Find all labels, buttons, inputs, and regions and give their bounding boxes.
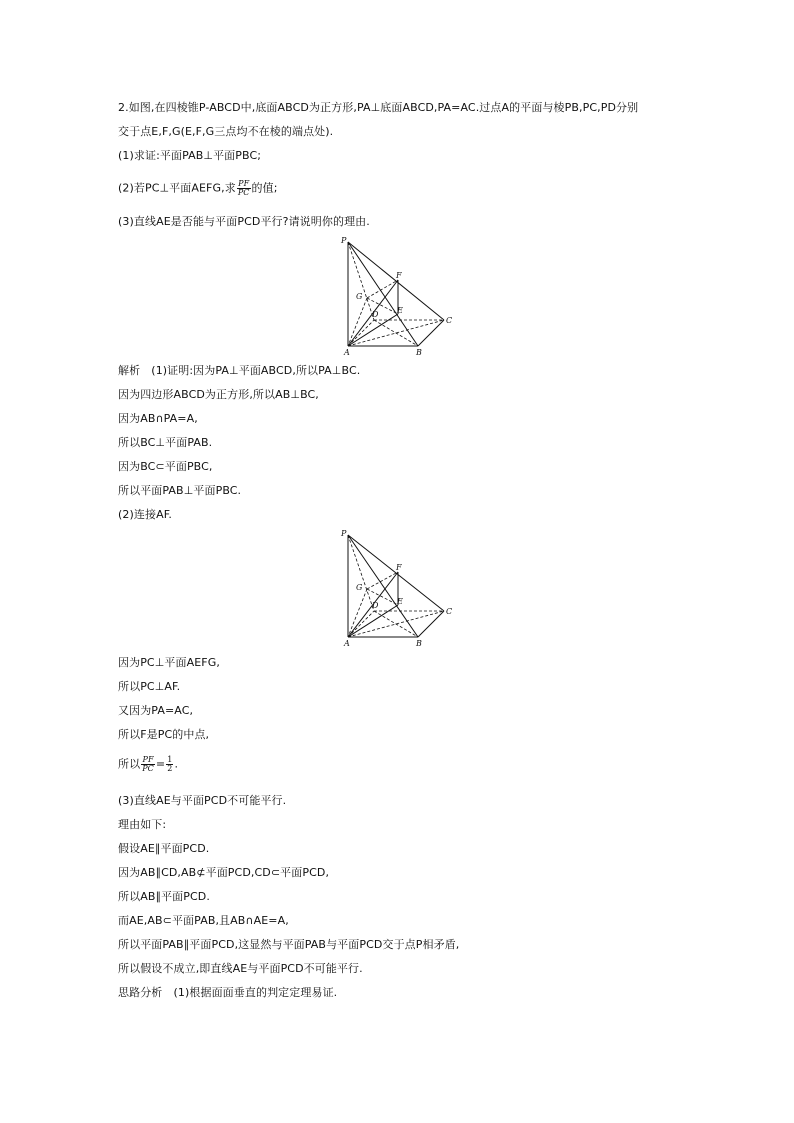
question-1: (1)求证:平面PAB⊥平面PBC;	[118, 149, 262, 162]
edge-ag	[348, 298, 367, 346]
label-p: P	[341, 236, 347, 245]
question-2-text: (2)若PC⊥平面AEFG,求	[118, 181, 236, 195]
solution-line-16: 因为AB∥CD,AB⊄平面PCD,CD⊂平面PCD,	[118, 866, 330, 879]
solution-line-8: 因为PC⊥平面AEFG,	[118, 656, 220, 669]
fraction-numerator: PF	[142, 755, 154, 764]
fraction-numerator: 1	[167, 755, 173, 764]
edge-ag	[348, 589, 367, 637]
solution-line-12-suffix: .	[174, 757, 179, 771]
solution-line-4: 所以BC⊥平面PAB.	[118, 436, 213, 449]
edge-pd	[348, 242, 374, 320]
solution-line-19: 所以平面PAB∥平面PCD,这显然与平面PAB与平面PCD交于点P相矛盾,	[118, 938, 460, 951]
question-2	[118, 180, 278, 197]
solution-line-2: 因为四边形ABCD为正方形,所以AB⊥BC,	[118, 388, 319, 401]
pyramid-figure-1	[338, 234, 458, 358]
label-p: P	[341, 529, 347, 538]
solution-line-9: 所以PC⊥AF.	[118, 680, 181, 693]
solution-line-3: 因为AB∩PA=A,	[118, 412, 198, 425]
solution-line-7: (2)连接AF.	[118, 508, 172, 521]
solution-line-15: 假设AE∥平面PCD.	[118, 842, 210, 855]
fraction-denominator: PC	[142, 764, 154, 773]
solution-line-6: 所以平面PAB⊥平面PBC.	[118, 484, 242, 497]
solution-line-5: 因为BC⊂平面PBC,	[118, 460, 213, 473]
solution-line-12-text: 所以	[118, 757, 141, 771]
label-g: G	[356, 292, 363, 301]
solution-line-13: (3)直线AE与平面PCD不可能平行.	[118, 794, 287, 807]
solution-line-1: 解析 (1)证明:因为PA⊥平面ABCD,所以PA⊥BC.	[118, 364, 361, 377]
label-b: B	[416, 639, 422, 648]
fraction-numerator: PF	[238, 179, 250, 188]
problem-line-2: 交于点E,F,G(E,F,G三点均不在棱的端点处).	[118, 125, 334, 138]
problem-line-1: 2.如图,在四棱锥P-ABCD中,底面ABCD为正方形,PA⊥底面ABCD,PA=AC.过点A的平面与棱PB,PC,PD分别	[118, 101, 639, 114]
label-c: C	[446, 607, 453, 616]
label-f: F	[396, 271, 402, 280]
edge-pc	[348, 242, 444, 320]
edge-pd	[348, 535, 374, 611]
edge-gf	[367, 280, 398, 298]
label-a: A	[344, 639, 350, 648]
label-f: F	[396, 563, 402, 572]
label-d: D	[372, 601, 379, 610]
solution-line-17: 所以AB∥平面PCD.	[118, 890, 210, 903]
solution-line-18: 而AE,AB⊂平面PAB,且AB∩AE=A,	[118, 914, 289, 927]
label-d: D	[372, 310, 379, 319]
solution-line-11: 所以F是PC的中点,	[118, 728, 210, 741]
fraction-denominator: PC	[237, 188, 250, 197]
label-e: E	[397, 306, 403, 315]
edge-db	[374, 320, 418, 346]
question-2-fraction	[237, 180, 251, 197]
solution-line-10: 又因为PA=AC,	[118, 704, 194, 717]
solution-line-12	[118, 756, 178, 773]
solution-line-14: 理由如下:	[118, 818, 167, 831]
label-g: G	[356, 583, 363, 592]
question-2-suffix: 的值;	[251, 181, 278, 195]
label-c: C	[446, 316, 453, 325]
pyramid-figure-2	[338, 527, 458, 651]
solution-equals: =	[155, 757, 166, 771]
label-a: A	[344, 348, 350, 357]
solution-line-21: 思路分析 (1)根据面面垂直的判定定理易证.	[118, 986, 338, 999]
solution-fraction-pf-pc	[141, 756, 155, 773]
label-e: E	[397, 597, 403, 606]
solution-line-20: 所以假设不成立,即直线AE与平面PCD不可能平行.	[118, 962, 363, 975]
fraction-denominator: 2	[167, 764, 173, 773]
label-b: B	[416, 348, 422, 357]
question-3: (3)直线AE是否能与平面PCD平行?请说明你的理由.	[118, 215, 370, 228]
edge-ad	[348, 320, 374, 346]
solution-fraction-one-half	[166, 756, 173, 773]
edge-db	[374, 611, 418, 637]
edge-gf	[367, 572, 398, 589]
edge-ad	[348, 611, 374, 637]
